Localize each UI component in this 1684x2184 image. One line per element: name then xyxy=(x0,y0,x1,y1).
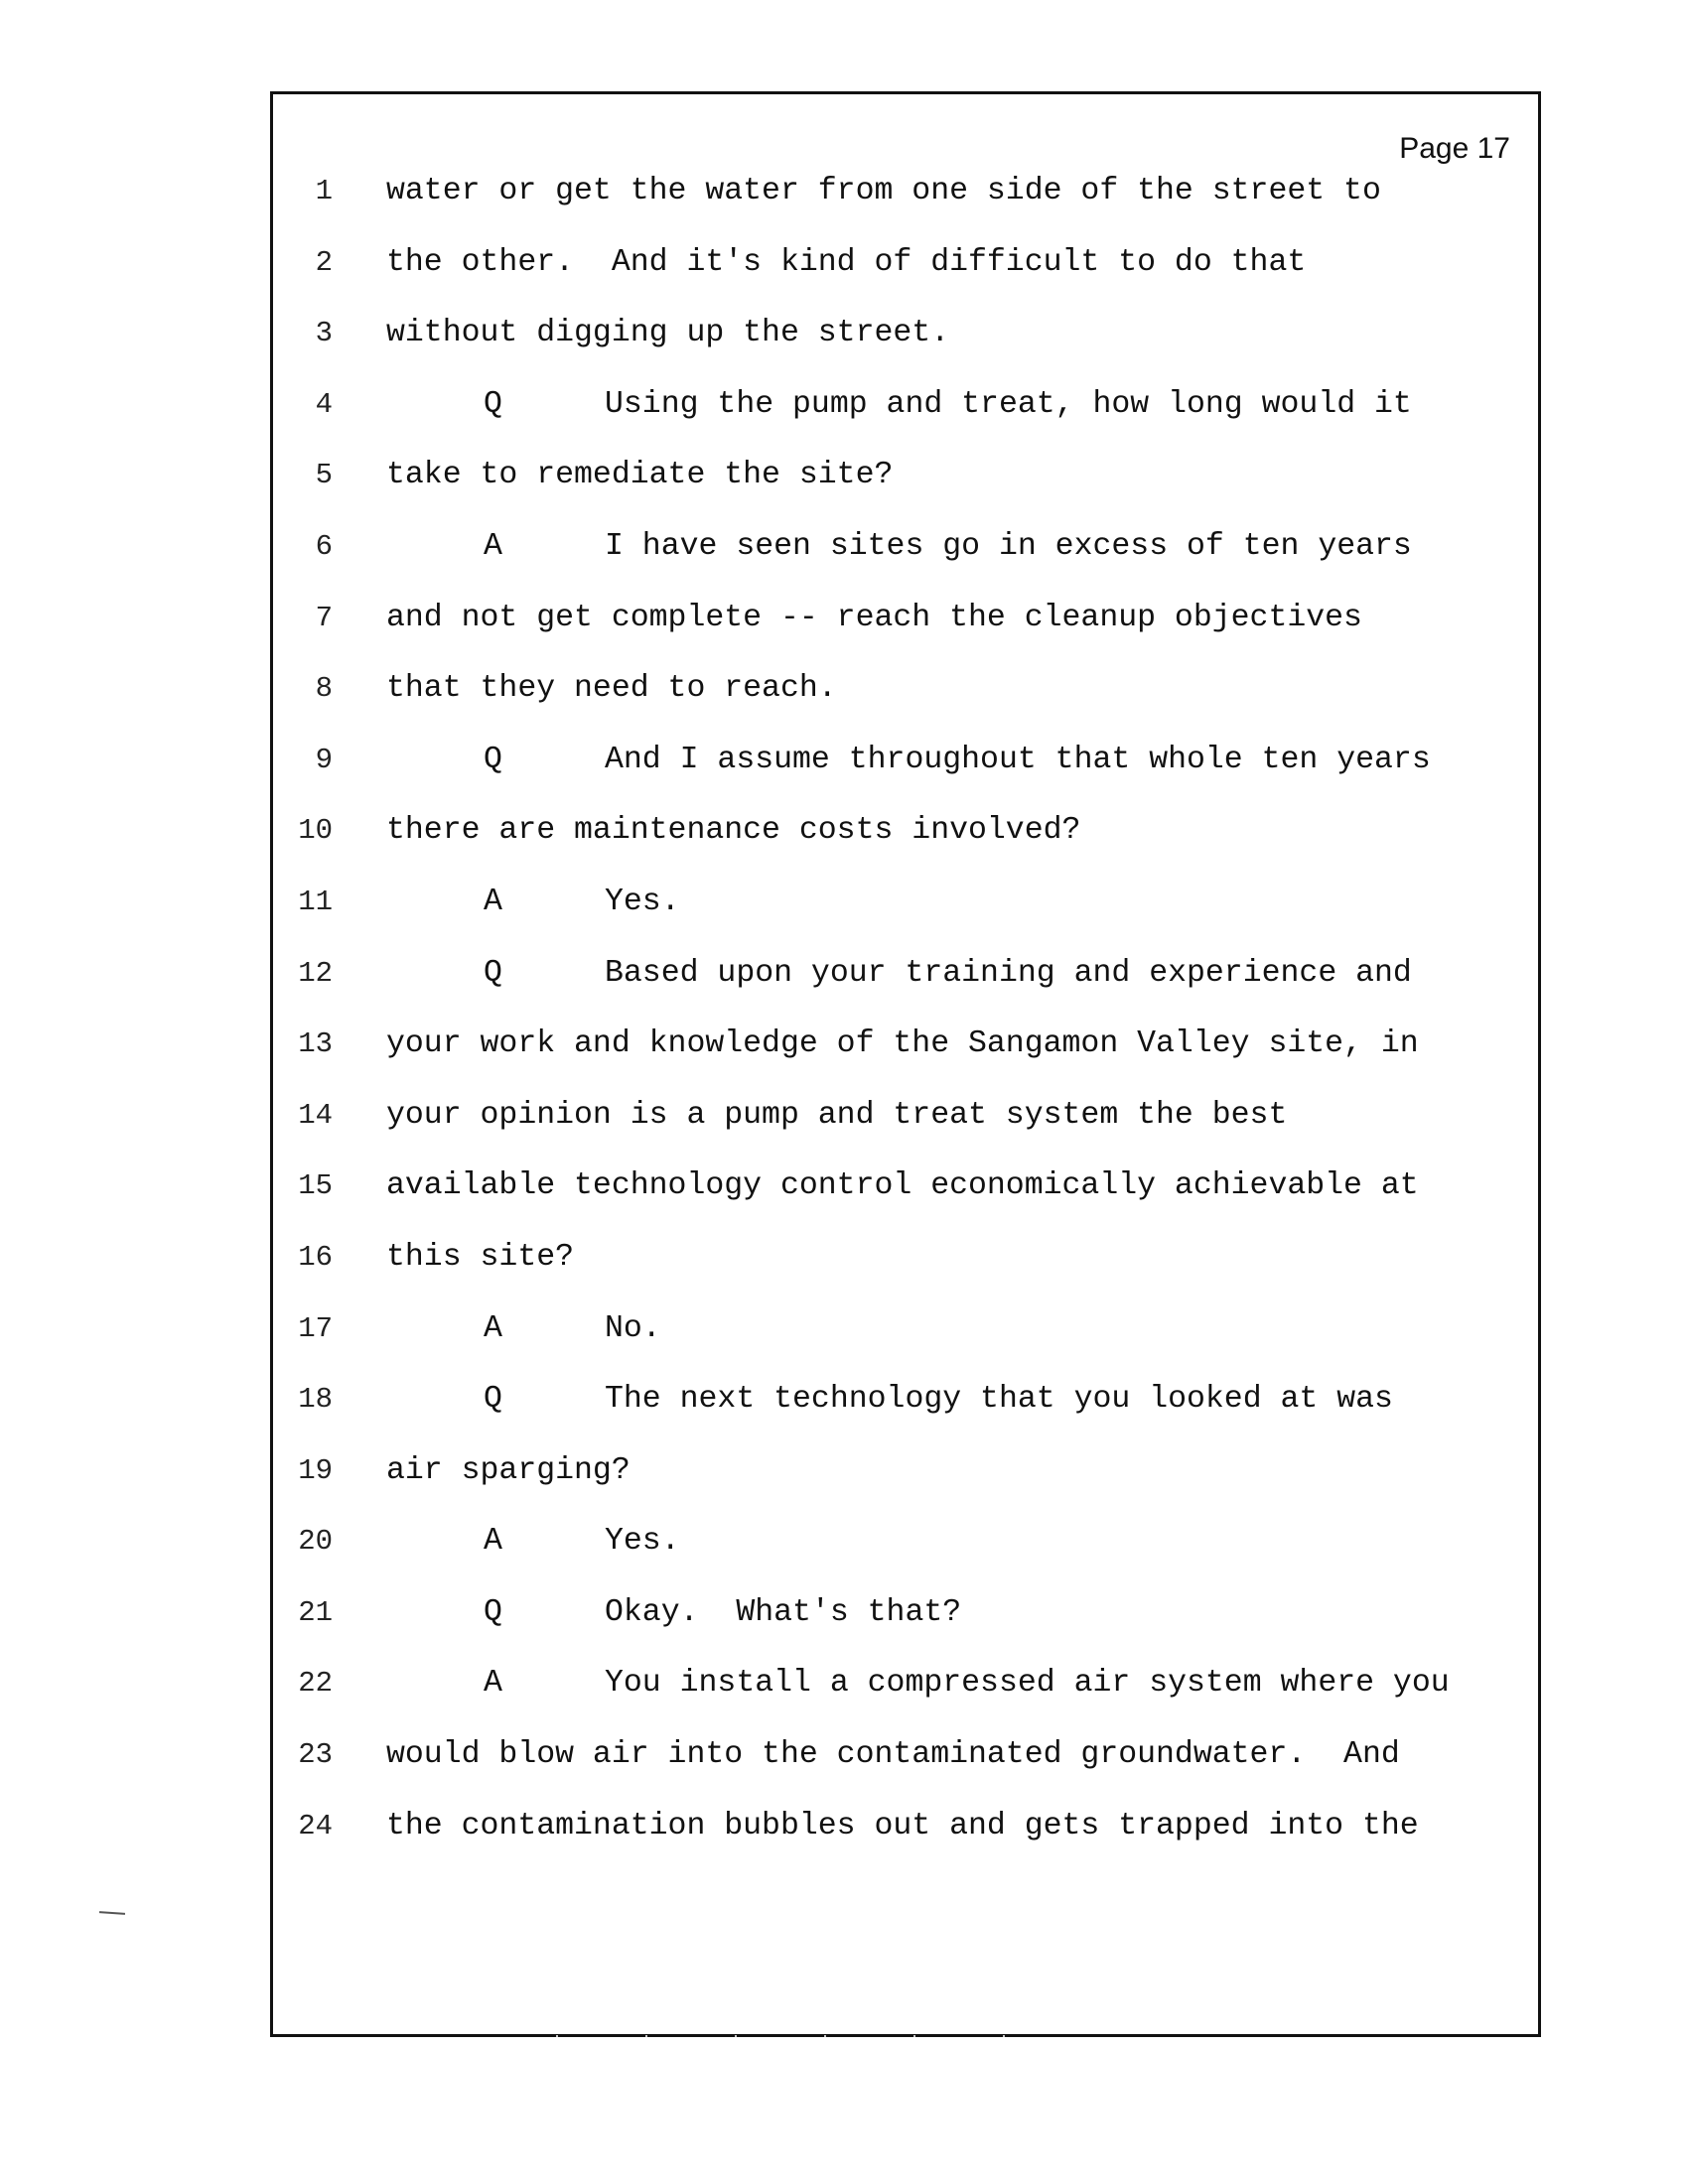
line-content: Based upon your training and experience and xyxy=(605,955,1412,991)
line-number: 14 xyxy=(298,1098,333,1132)
line-number: 22 xyxy=(298,1667,333,1701)
line-content: You install a compressed air system where you xyxy=(605,1666,1450,1702)
line-text xyxy=(386,369,1412,441)
line-number: 8 xyxy=(315,672,333,706)
line-text: the contamination bubbles out and gets trapped into the xyxy=(386,1808,1419,1843)
transcript-line xyxy=(273,725,1538,796)
speaker-label: A xyxy=(484,1310,502,1346)
speaker-label: Q xyxy=(484,1382,502,1418)
line-content: No. xyxy=(605,1310,661,1346)
line-number: 16 xyxy=(298,1240,333,1274)
transcript-line xyxy=(273,1222,1538,1294)
line-text: without digging up the street. xyxy=(386,316,950,351)
transcript-line xyxy=(273,1719,1538,1791)
line-text: your work and knowledge of the Sangamon Valley site, in xyxy=(386,1026,1419,1062)
line-number: 21 xyxy=(298,1595,333,1629)
speaker-label: A xyxy=(484,528,502,564)
line-number: 19 xyxy=(298,1453,333,1487)
line-content: Yes. xyxy=(605,884,680,919)
line-text xyxy=(386,1648,1450,1719)
transcript-line xyxy=(273,1577,1538,1649)
line-text xyxy=(386,511,1412,583)
line-content: I have seen sites go in excess of ten years xyxy=(605,528,1412,564)
line-number: 10 xyxy=(298,814,333,848)
scan-specks xyxy=(556,2035,1013,2037)
line-text xyxy=(386,1364,1393,1435)
transcript-line xyxy=(273,867,1538,938)
line-text xyxy=(386,725,1431,796)
line-text: water or get the water from one side of the street to xyxy=(386,174,1381,208)
line-number: 2 xyxy=(315,245,333,279)
transcript-line xyxy=(273,1294,1538,1365)
line-number: 5 xyxy=(315,459,333,492)
transcript-line xyxy=(273,1648,1538,1719)
line-text: available technology control economically achievable at xyxy=(386,1168,1419,1204)
transcript-line xyxy=(273,1080,1538,1152)
transcript-line xyxy=(273,1435,1538,1507)
line-text: this site? xyxy=(386,1239,575,1275)
line-content: And I assume throughout that whole ten years xyxy=(605,742,1431,777)
speaker-label: A xyxy=(484,884,502,919)
transcript-line xyxy=(273,156,1538,227)
line-text: your opinion is a pump and treat system the best xyxy=(386,1097,1288,1133)
transcript-lines xyxy=(273,156,1538,1861)
scan-margin-mark xyxy=(99,1911,125,1915)
line-number: 18 xyxy=(298,1383,333,1417)
transcript-line xyxy=(273,440,1538,511)
line-text xyxy=(386,867,680,938)
speaker-label: A xyxy=(484,1666,502,1702)
transcript-line xyxy=(273,369,1538,441)
line-number: 9 xyxy=(315,743,333,776)
line-text: the other. And it's kind of difficult to do that xyxy=(386,244,1307,280)
line-text: there are maintenance costs involved? xyxy=(386,813,1081,849)
transcript-line xyxy=(273,653,1538,725)
line-content: Yes. xyxy=(605,1524,680,1560)
line-number: 12 xyxy=(298,956,333,990)
transcript-line xyxy=(273,795,1538,867)
line-text xyxy=(386,1294,661,1365)
line-number: 20 xyxy=(298,1525,333,1559)
line-number: 1 xyxy=(315,175,333,207)
speaker-label: Q xyxy=(484,742,502,777)
line-text: take to remediate the site? xyxy=(386,458,894,493)
transcript-line xyxy=(273,1791,1538,1862)
line-number: 15 xyxy=(298,1169,333,1203)
transcript-line xyxy=(273,938,1538,1010)
line-text: and not get complete -- reach the cleanup objectives xyxy=(386,600,1362,635)
line-number: 3 xyxy=(315,317,333,350)
line-number: 11 xyxy=(298,885,333,918)
speaker-label: Q xyxy=(484,955,502,991)
line-content: Using the pump and treat, how long would it xyxy=(605,386,1412,422)
line-number: 7 xyxy=(315,601,333,634)
line-number: 6 xyxy=(315,529,333,563)
line-content: The next technology that you looked at was xyxy=(605,1382,1393,1418)
line-text: would blow air into the contaminated groundwater. And xyxy=(386,1737,1400,1773)
line-number: 4 xyxy=(315,387,333,421)
speaker-label: Q xyxy=(484,1594,502,1630)
line-text xyxy=(386,938,1412,1010)
line-number: 23 xyxy=(298,1738,333,1772)
speaker-label: A xyxy=(484,1524,502,1560)
line-text: that they need to reach. xyxy=(386,671,837,707)
page-number: Page 17 xyxy=(1399,132,1510,165)
transcript-line xyxy=(273,1009,1538,1080)
speaker-label: Q xyxy=(484,386,502,422)
line-number: 17 xyxy=(298,1311,333,1345)
line-text: air sparging? xyxy=(386,1452,631,1488)
line-text xyxy=(386,1577,961,1649)
transcript-line xyxy=(273,511,1538,583)
transcript-line xyxy=(273,583,1538,654)
line-number: 24 xyxy=(298,1809,333,1843)
transcript-line xyxy=(273,1151,1538,1222)
line-content: Okay. What's that? xyxy=(605,1594,962,1630)
transcript-line xyxy=(273,298,1538,369)
transcript-page-frame xyxy=(270,91,1541,2037)
line-text xyxy=(386,1506,680,1577)
transcript-line xyxy=(273,1364,1538,1435)
transcript-line xyxy=(273,1506,1538,1577)
line-number: 13 xyxy=(298,1027,333,1061)
transcript-line xyxy=(273,227,1538,299)
